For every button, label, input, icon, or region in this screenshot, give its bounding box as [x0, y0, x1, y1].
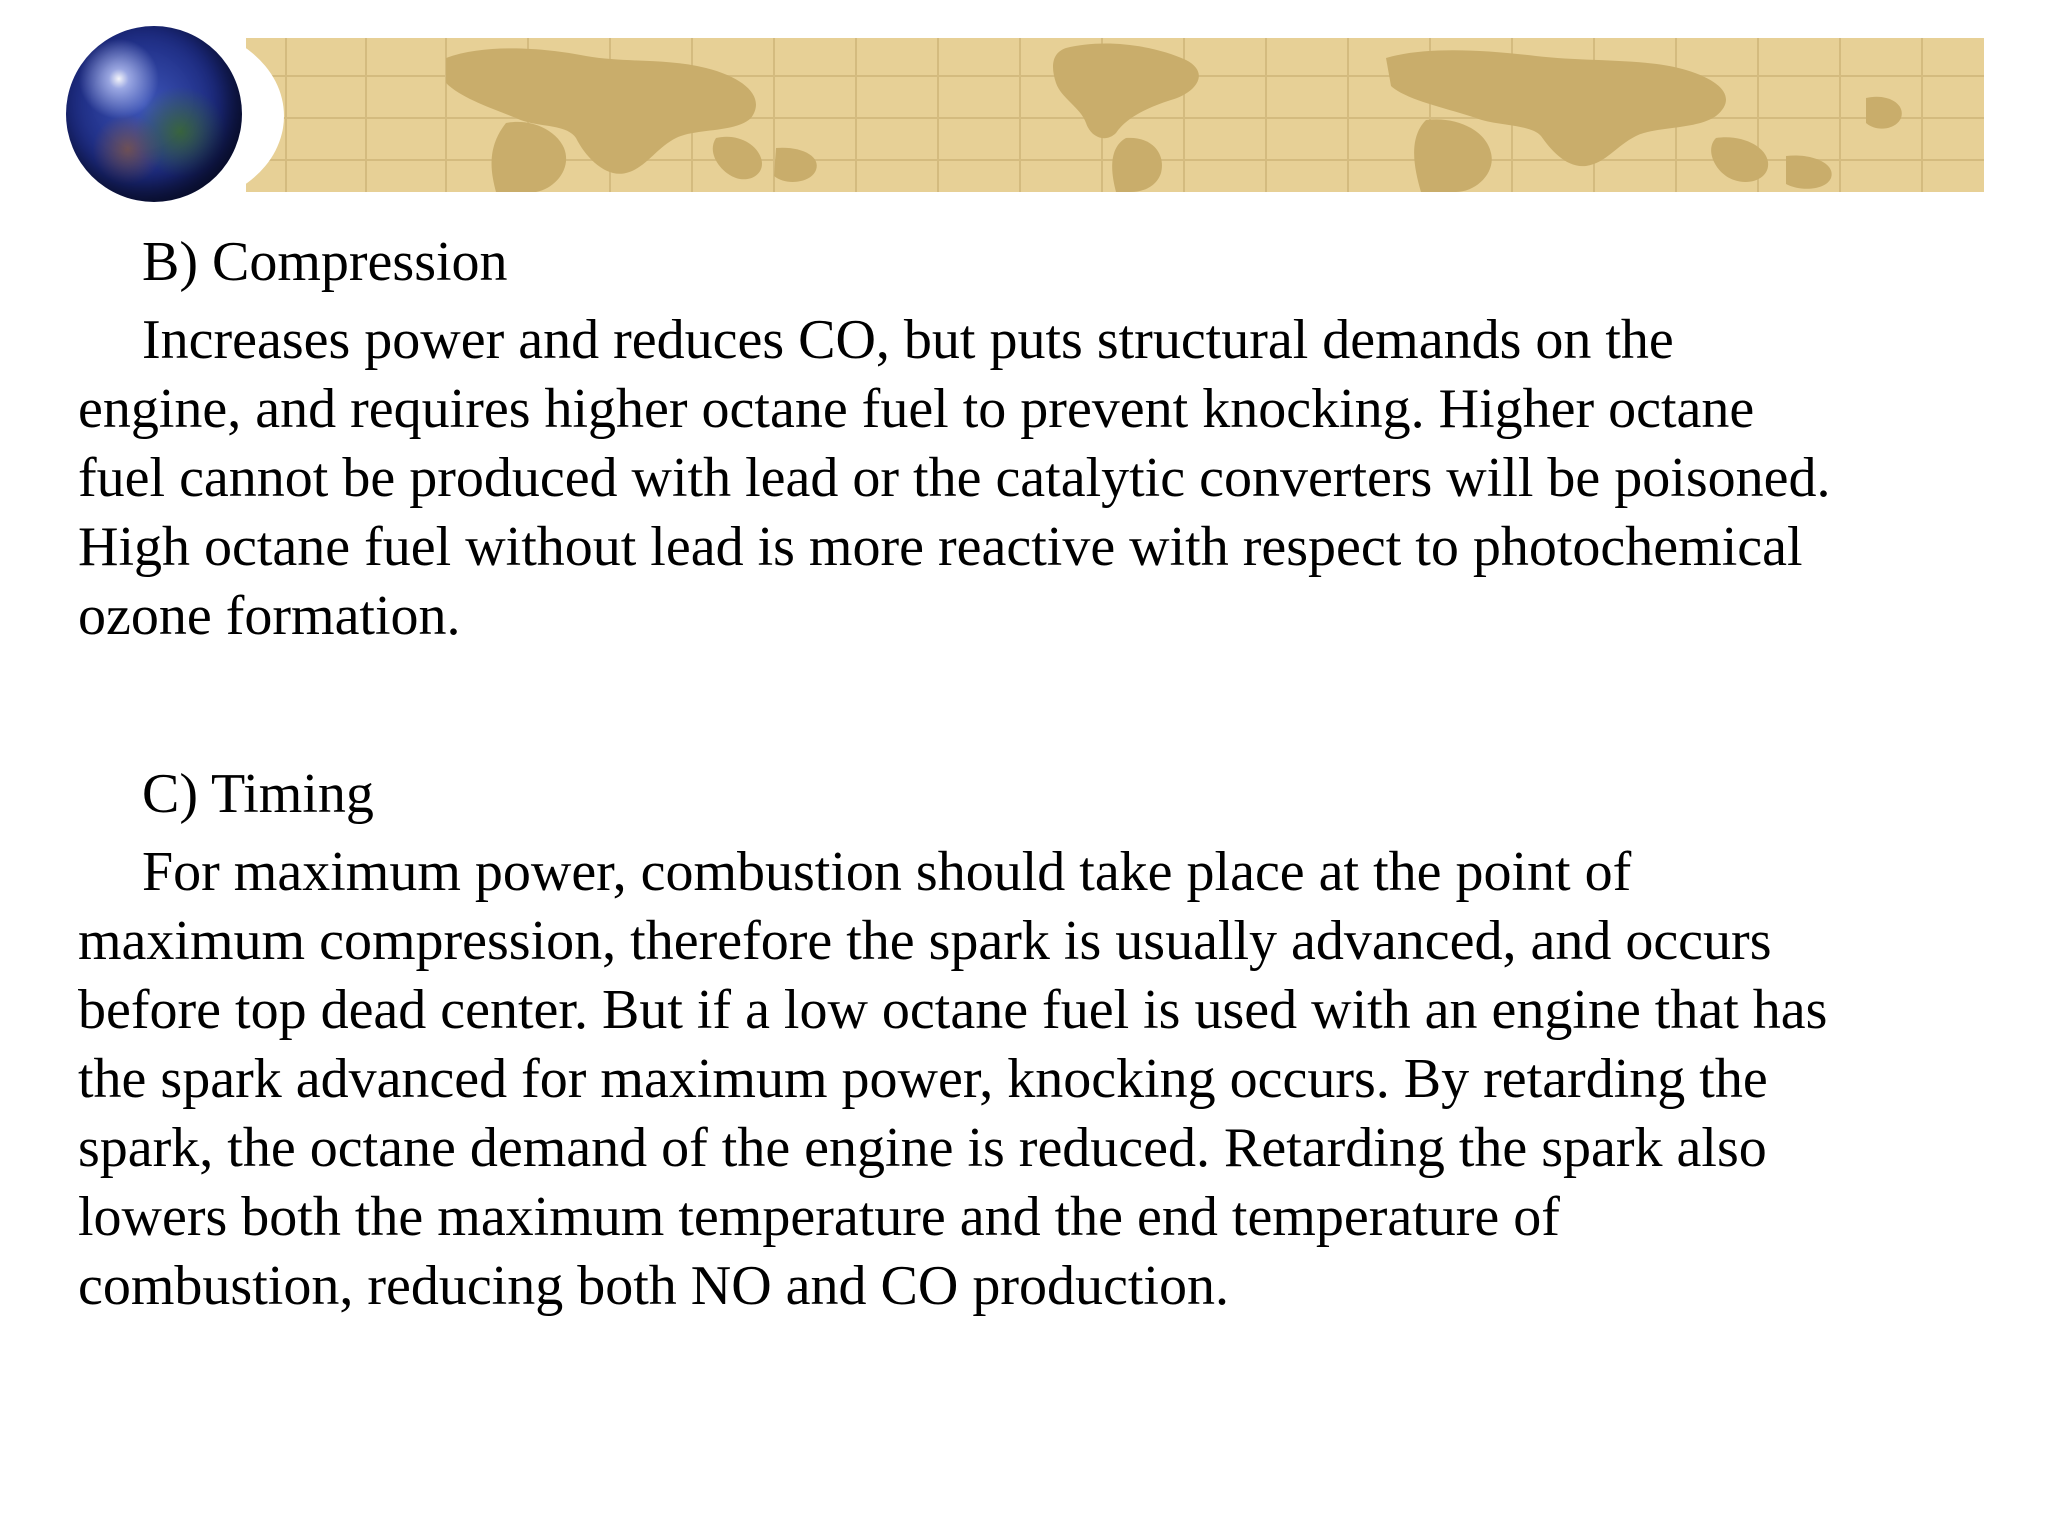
world-map-icon — [246, 38, 1984, 192]
globe-icon — [66, 26, 242, 202]
header-banner — [246, 38, 1984, 192]
section-body-timing: For maximum power, combustion should take place at the point of maximum compression, therefore the spark is usually advanced, and occurs before top dead center. But if a low octane fuel is used with an engine that has the spark advanced for maximum power, knocking occurs. By retarding the spark, the octane demand of the engine is reduced. Retarding the spark also lowers both the maximum temperature and the end temperature of combustion, reducing both NO and CO production. — [78, 841, 1828, 1317]
section-body-compression: Increases power and reduces CO, but puts structural demands on the engine, and requires higher octane fuel to prevent knocking. Higher octane fuel cannot be produced with lead or the catalytic converters will be poisoned. High octane fuel without lead is more reactive with respect to photochemical ozone formation. — [78, 309, 1831, 647]
section-heading-timing: C) Timing — [142, 763, 374, 825]
section-heading-compression: B) Compression — [142, 231, 508, 293]
globe-logo — [62, 26, 284, 206]
slide-content — [78, 228, 1928, 1321]
section-spacer — [78, 651, 1928, 760]
